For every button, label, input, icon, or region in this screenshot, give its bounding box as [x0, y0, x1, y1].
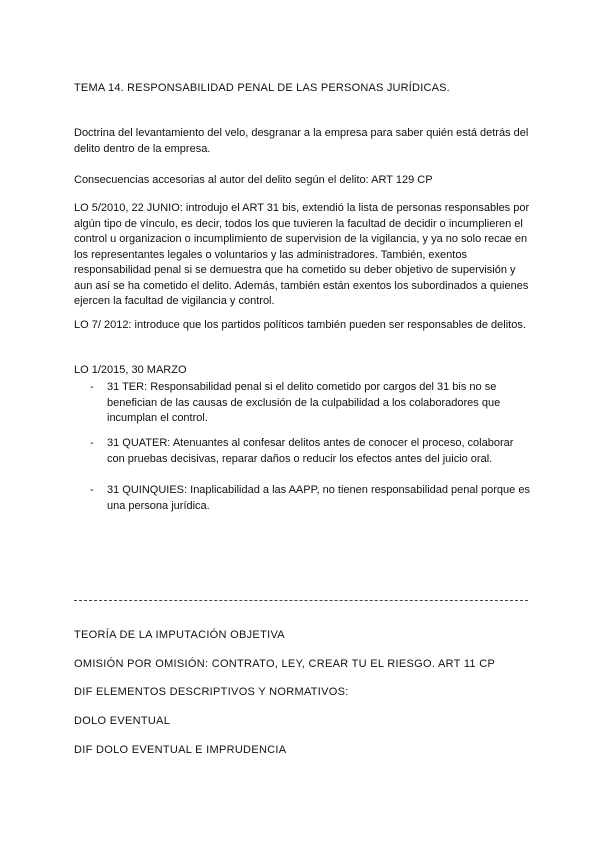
- dashed-separator: [74, 600, 528, 601]
- paragraph-consecuencias-accesorias: Consecuencias accesorias al autor del delito según el delito: ART 129 CP: [74, 174, 433, 186]
- section-heading-dif-dolo: DIF DOLO EVENTUAL E IMPRUDENCIA: [74, 744, 287, 756]
- bullet-dash: -: [90, 437, 94, 449]
- section-heading-dolo-eventual: DOLO EVENTUAL: [74, 715, 171, 727]
- bullet-dash: -: [90, 381, 94, 393]
- paragraph-lo-5-2010: LO 5/2010, 22 JUNIO: introdujo el ART 31 bis, extendió la lista de personas responsables por algún tipo de vínculo, es decir, todos los que tuvieren la facultad de decidir o incumplieren el control u organizacion o incumplimiento de supervision de la vigilancia, y ya no solo recae en los representantes legales o voluntarios y las administradores. También, exentos responsabilidad penal si se demuestra que ha cometido su deber objetivo de supervisión y aun así se ha cometido el delito. Además, también están exentos los subordinados a quienes ejercen la facultad de vigilancia y control.: [74, 202, 530, 307]
- section-heading-omision: OMISIÓN POR OMISIÓN: CONTRATO, LEY, CREAR TU EL RIESGO. ART 11 CP: [74, 658, 496, 670]
- list-item-31-quinquies: [90, 483, 530, 514]
- list-item-31-quater: [90, 436, 530, 467]
- paragraph-levantamiento-velo: Doctrina del levantamiento del velo, desgranar a la empresa para saber quién está detrás del delito dentro de la empresa.: [74, 127, 529, 155]
- section-heading-elementos: DIF ELEMENTOS DESCRIPTIVOS Y NORMATIVOS:: [74, 686, 349, 698]
- bullet-dash: -: [90, 484, 94, 496]
- list-item-text: 31 TER: Responsabilidad penal si el delito cometido por cargos del 31 bis no se benefician de las causas de exclusión de la culpabilidad a los colaboradores que incumplan el control.: [107, 381, 501, 424]
- list-item-31-ter: [90, 380, 530, 427]
- section-heading-imputacion-objetiva: TEORÍA DE LA IMPUTACIÓN OBJETIVA: [74, 629, 285, 641]
- paragraph-lo-7-2012: LO 7/ 2012: introduce que los partidos políticos también pueden ser responsables de delitos.: [74, 319, 526, 331]
- page-title: TEMA 14. RESPONSABILIDAD PENAL DE LAS PERSONAS JURÍDICAS.: [74, 82, 450, 94]
- paragraph-lo-1-2015: LO 1/2015, 30 MARZO: [74, 364, 187, 376]
- list-item-text: 31 QUINQUIES: Inaplicabilidad a las AAPP, no tienen responsabilidad penal porque es una persona jurídica.: [107, 484, 530, 512]
- list-item-text: 31 QUATER: Atenuantes al confesar delitos antes de conocer el proceso, colaborar con pruebas decisivas, reparar daños o reducir los efectos antes del juicio oral.: [107, 437, 514, 465]
